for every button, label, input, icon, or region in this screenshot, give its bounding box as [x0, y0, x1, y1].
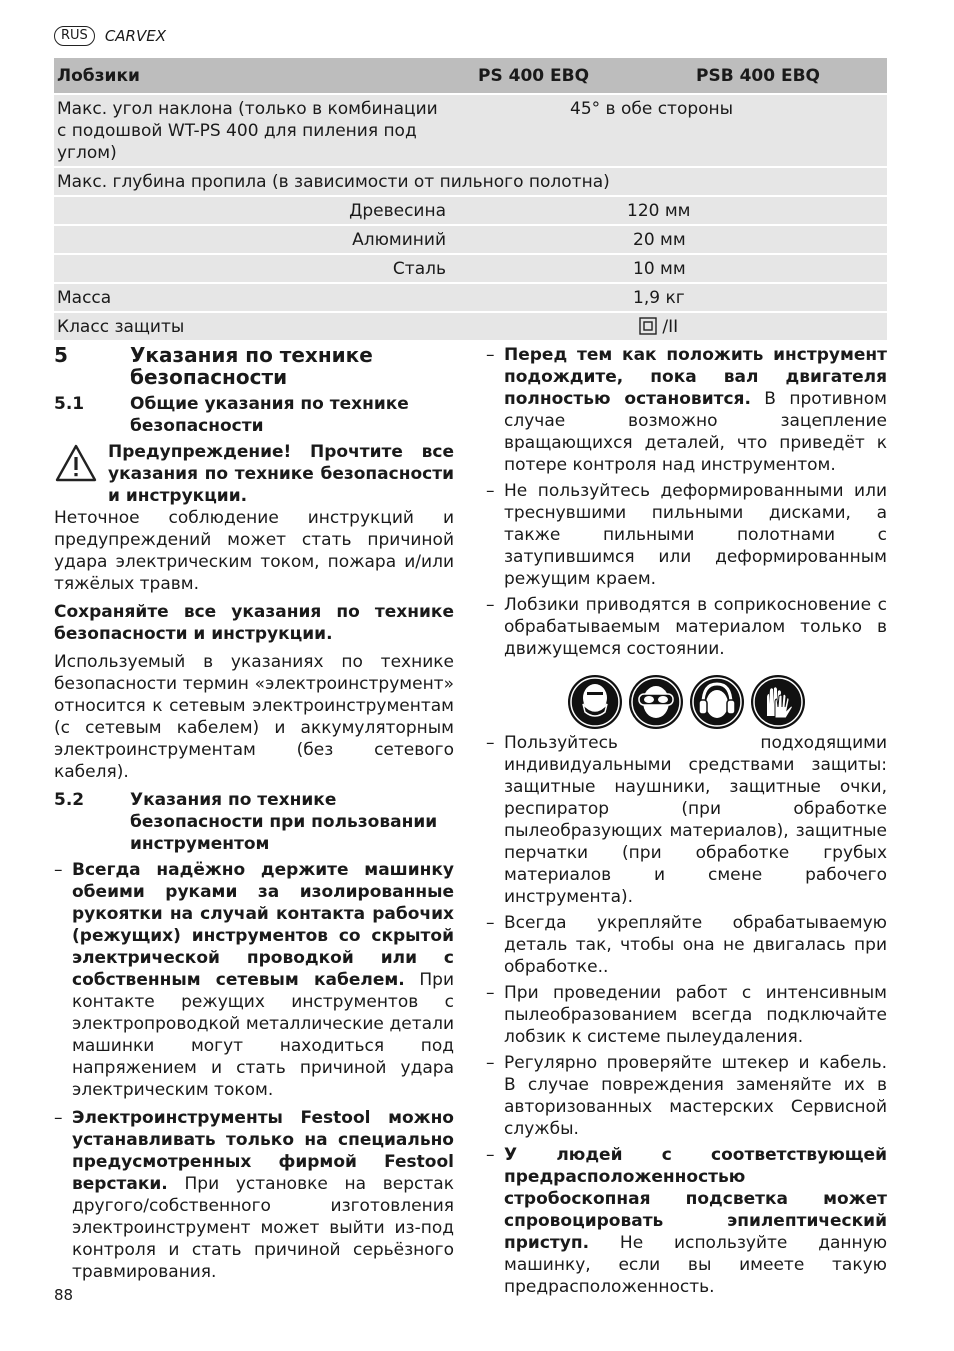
- section-5-heading: [54, 344, 454, 388]
- list-item-text: Не используйте данную машинку, если вы имеете такую предрасположенность.: [504, 1233, 887, 1297]
- gloves-icon: [750, 674, 806, 730]
- list-item: [486, 594, 887, 660]
- table-head-model1: PS 400 EBQ: [473, 58, 693, 94]
- list-item: [486, 344, 887, 476]
- table-row: [54, 283, 887, 312]
- list-item-text: Не пользуйтесь деформированными или треснувшими пильными дисками, а также пильными полотнами с затупившимся или деформированным режущим краем.: [504, 481, 887, 589]
- double-insulation-icon: [639, 317, 657, 335]
- list-item: [486, 480, 887, 590]
- dash-marker: –: [486, 1145, 495, 1165]
- section-5-2-heading: [54, 789, 454, 855]
- list-item: [486, 912, 887, 978]
- row-value: 1,9 кг: [473, 283, 887, 312]
- row-label: Макс. глубина пропила (в зависимости от пильного полотна): [54, 167, 887, 196]
- list-item: [486, 1144, 887, 1298]
- language-badge: RUS: [54, 26, 95, 46]
- section-5-1-heading: [54, 393, 454, 437]
- keep-instructions-text: Сохраняйте все указания по технике безопасности и инструкции.: [54, 602, 454, 644]
- section-title: Указания по технике безопасности при пользовании инструментом: [130, 790, 438, 854]
- left-column: [54, 344, 454, 1283]
- spec-table: [54, 58, 887, 340]
- table-row: [54, 196, 887, 225]
- section-number: 5: [54, 343, 68, 367]
- list-item-text: Регулярно проверяйте штекер и кабель. В случае повреждения заменяйте их в авторизованных мастерских Сервисной службы.: [504, 1053, 887, 1139]
- list-item-text: Лобзики приводятся в соприкосновение с обрабатываемым материалом только в движущемся состоянии.: [504, 595, 887, 659]
- list-item-text: При проведении работ с интенсивным пылеобразованием всегда подключайте лобзик к системе пылеудаления.: [504, 983, 887, 1047]
- list-item-text: В противном случае возможно зацепление вращающихся деталей, что приведёт к потере контроля над инструментом.: [504, 389, 887, 475]
- table-row: [54, 94, 887, 167]
- table-row: [54, 312, 887, 340]
- ear-protection-icon: [689, 674, 745, 730]
- table-row: [54, 167, 887, 196]
- dash-marker: –: [54, 1108, 63, 1128]
- dash-marker: –: [486, 345, 495, 365]
- list-item-bold: Перед тем как положить инструмент подождите, пока вал двигателя полностью остановится.: [504, 345, 887, 409]
- list-item: [486, 1052, 887, 1140]
- list-item-text: При контакте режущих инструментов с электропроводкой металлические детали машинки могут находиться под напряжением и стать причиной удара электрическим током.: [72, 970, 455, 1100]
- dash-marker: –: [486, 481, 495, 501]
- right-column: [486, 344, 887, 1298]
- list-item: [486, 982, 887, 1048]
- table-head-name: Лобзики: [54, 58, 473, 94]
- table-header-row: [54, 58, 887, 94]
- section-number: 5.2: [54, 790, 85, 810]
- row-value-class: [473, 312, 887, 340]
- table-row: [54, 254, 887, 283]
- list-item: [486, 732, 887, 908]
- list-item-text: Пользуйтесь подходящими индивидуальными средствами защиты: защитные наушники, защитные очки, респиратор (при обработке пылеобразующих материалов), защитные перчатки (при обработке грубых материалов и смене рабочего инструмента).: [504, 733, 887, 907]
- row-label: Масса: [54, 283, 473, 312]
- row-value: 45° в обе стороны: [570, 99, 734, 119]
- dash-marker: –: [486, 983, 495, 1003]
- list-item: [54, 859, 454, 1101]
- section-title: Указания по технике безопасности: [130, 343, 373, 389]
- warning-block: [54, 441, 454, 507]
- dash-marker: –: [486, 733, 495, 753]
- respirator-icon: [567, 674, 623, 730]
- list-item-bold: Всегда надёжно держите машинку обеими руками за изолированные рукоятки на случай контакта рабочих (режущих) инструментов со скрытой электрической проводкой или с собственным сетевым кабелем.: [72, 860, 454, 990]
- dash-marker: –: [486, 1053, 495, 1073]
- table-row: [54, 225, 887, 254]
- list-item-text: При установке на верстак другого/собственного изготовления электроинструмент может выйти из-под контроля и стать причиной серьёзного травмирования.: [72, 1174, 454, 1282]
- warning-bold-text: Предупреждение! Прочтите все указания по технике безопасности и инструкции.: [108, 442, 454, 506]
- list-item-bold: Электроинструменты Festool можно устанавливать только на специально предусмотренных фирмой Festool верстаки.: [72, 1108, 454, 1194]
- page-number: 88: [54, 1286, 74, 1304]
- ppe-icons: [486, 674, 887, 730]
- section-number: 5.1: [54, 394, 85, 414]
- row-label: Сталь: [54, 254, 473, 283]
- row-value: 20 мм: [473, 225, 887, 254]
- dash-marker: –: [486, 913, 495, 933]
- table-head-model2: PSB 400 EBQ: [693, 58, 887, 94]
- row-label: Макс. угол наклона (только в комбинации с подошвой WT-PS 400 для пиления под углом): [54, 94, 473, 167]
- dash-marker: –: [54, 860, 63, 880]
- row-label: Класс защиты: [54, 312, 473, 340]
- list-item-bold: У людей с соответствующей предрасположенностью стробоскопная подсветка может спровоцировать эпилептический приступ.: [504, 1145, 887, 1253]
- row-value: 120 мм: [473, 196, 887, 225]
- warning-text: Неточное соблюдение инструкций и предупреждений может стать причиной удара электрическим током, пожара и/или тяжёлых травм.: [54, 508, 454, 594]
- page-header: [54, 26, 166, 46]
- list-item: [54, 1107, 454, 1283]
- warning-triangle-icon: [54, 443, 98, 483]
- list-item-text: Всегда укрепляйте обрабатываемую деталь так, чтобы она не двигалась при обработке..: [504, 913, 887, 977]
- product-brand: CARVEX: [104, 27, 166, 45]
- dash-marker: –: [486, 595, 495, 615]
- row-label: Алюминий: [54, 225, 473, 254]
- row-value: 10 мм: [473, 254, 887, 283]
- goggles-icon: [628, 674, 684, 730]
- protection-class-value: /II: [662, 317, 679, 337]
- row-label: Древесина: [54, 196, 473, 225]
- section-title: Общие указания по технике безопасности: [130, 394, 409, 436]
- term-definition-text: Используемый в указаниях по технике безопасности термин «электроинструмент» относится к сетевым электроинструментам (с сетевым кабелем) и аккумуляторным электроинструментам (без сетевого кабеля).: [54, 652, 454, 782]
